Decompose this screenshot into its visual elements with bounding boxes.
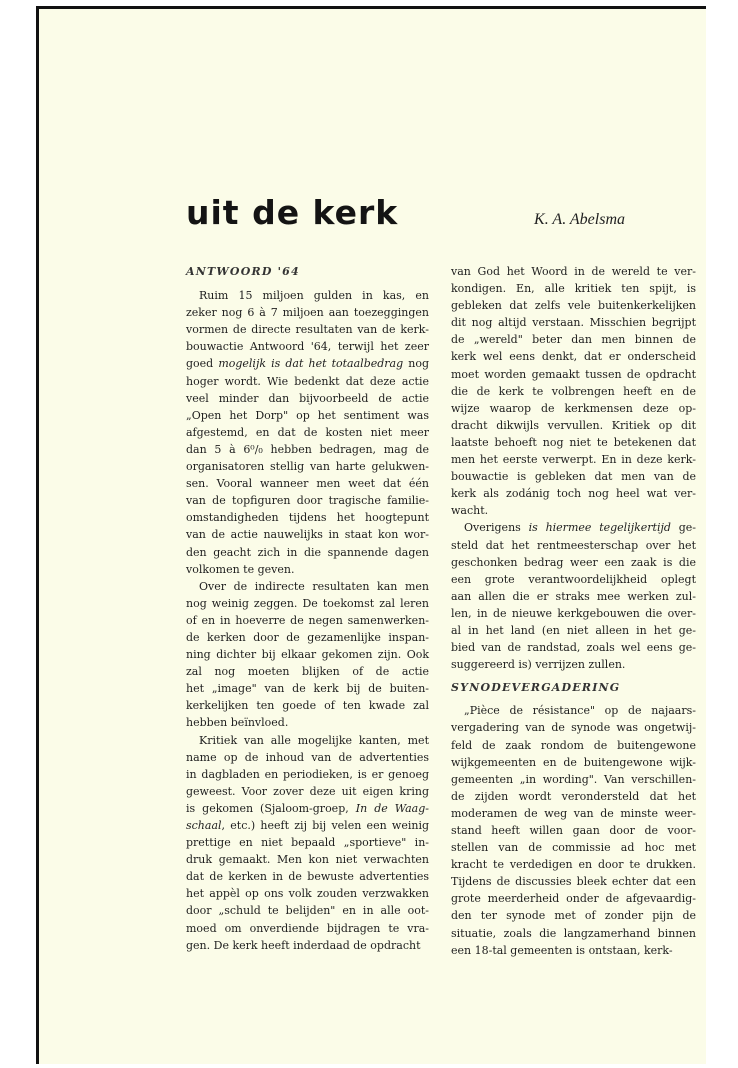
text-line: stand heeft willen gaan door de voor- — [451, 824, 696, 837]
text-line — [451, 519, 696, 536]
text-segment: Overigens — [464, 521, 529, 535]
text-line: stellen van de commissie ad hoc met — [451, 841, 696, 855]
text-line: grote meerderheid onder de afgevaardig- — [451, 892, 696, 906]
text-line: „Pièce de résistance" op de najaars- — [464, 704, 696, 718]
italic-text: is hiermee tegelijkertijd — [528, 521, 671, 535]
text-line: vormen de directe resultaten van de kerk- — [186, 323, 429, 337]
text-line: dracht dikwijls vervullen. Kritiek op dit — [451, 418, 696, 432]
text-line — [186, 817, 429, 834]
text-line: prettige en niet bepaald „sportieve" in- — [186, 836, 429, 850]
paragraph — [451, 263, 696, 519]
text-line: hebben beïnvloed. — [186, 716, 289, 730]
right-column-body-top — [451, 263, 696, 673]
text-line: bied van de randstad, zoals wel eens ge- — [451, 641, 696, 655]
text-line: volkomen te geven. — [186, 562, 295, 576]
text-line: omstandigheden tijdens het hoogtepunt — [186, 511, 429, 525]
text-line: bouwactie is gebleken dat men van de — [451, 470, 696, 484]
paragraph — [186, 287, 429, 578]
text-line: kracht te verdedigen en door te drukken. — [451, 858, 696, 872]
italic-text: In de Waag- — [355, 801, 430, 815]
text-line: veel minder dan bijvoorbeeld de actie — [186, 391, 429, 405]
right-column-body-bottom — [451, 702, 696, 958]
text-line: kerk als zodánig toch nog heel wat ver- — [451, 487, 696, 501]
text-line: „Open het Dorp" op het sentiment was — [186, 408, 429, 422]
section-heading-synodevergadering: SYNODEVERGADERING — [451, 681, 621, 695]
text-line: men het eerste verwerpt. En in deze kerk- — [451, 453, 696, 467]
paragraph — [186, 578, 429, 732]
text-line: gemeenten „in wording". Van verschillen- — [451, 772, 696, 786]
text-line: Over de indirecte resultaten kan men — [199, 579, 429, 593]
text-segment: nog — [403, 357, 429, 371]
text-line: name op de inhoud van de advertenties — [186, 750, 429, 764]
text-line: een 18-tal gemeenten is ontstaan, kerk- — [451, 943, 673, 957]
section-heading-antwoord: ANTWOORD '64 — [186, 265, 300, 278]
text-line: dat de kerken in de bewuste advertenties — [186, 870, 429, 884]
text-line: feld de zaak rondom de buitengewone — [451, 738, 696, 752]
text-line: ning dichter bij elkaar gekomen zijn. Ook — [186, 648, 429, 662]
author-name: K. A. Abelsma — [534, 211, 625, 228]
text-line: gebleken dat zelfs vele buitenkerkelijken — [451, 299, 696, 313]
text-line: hoger wordt. Wie bedenkt dat deze actie — [186, 374, 429, 388]
text-line: kerkelijken ten goede of ten kwade zal — [186, 699, 429, 713]
text-line: het appèl op ons volk zouden verzwakken — [186, 887, 429, 901]
text-line: len, in de nieuwe kerkgebouwen die over- — [451, 606, 696, 620]
text-line: den geacht zich in die spannende dagen — [186, 545, 429, 559]
text-line: den ter synode met of zonder pijn de — [451, 909, 696, 923]
text-line: de zijden wordt verondersteld dat het — [451, 789, 696, 803]
text-line: vergadering van de synode was ongetwij- — [451, 721, 696, 735]
text-segment: goed — [186, 357, 219, 371]
paragraph — [451, 519, 696, 673]
paragraph — [451, 702, 696, 958]
text-line: geschonken bedrag weer een zaak is die — [451, 555, 696, 569]
text-segment: ge- — [670, 521, 697, 535]
text-line: suggereerd is) verrijzen zullen. — [451, 658, 626, 672]
text-line: Kritiek van alle mogelijke kanten, met — [199, 733, 429, 747]
text-line: dit nog altijd verstaan. Misschien begrijpt — [451, 316, 696, 330]
text-line: die de kerk te volbrengen heeft en de — [451, 384, 696, 398]
text-line: wijze waarop de kerkmensen deze op- — [451, 401, 696, 415]
text-line — [186, 355, 429, 372]
text-line: zal nog moeten blijken of de actie — [186, 665, 429, 679]
text-line: van God het Woord in de wereld te ver- — [451, 265, 696, 278]
text-line: dan 5 à 6⁰/₀ hebben bedragen, mag de — [186, 442, 429, 456]
text-line: kerk wel eens denkt, dat er onderscheid — [451, 350, 696, 364]
text-line: door „schuld te belijden" en in alle oot- — [186, 904, 429, 918]
left-column — [186, 263, 429, 954]
text-line: de „wereld" beter dan men binnen de — [451, 333, 696, 347]
text-line: moed om onverdiende bijdragen te vra- — [186, 921, 429, 935]
paragraph — [186, 732, 429, 954]
text-line: van de actie nauwelijks in staat kon wor- — [186, 528, 429, 542]
text-line: Ruim 15 miljoen gulden in kas, en — [199, 289, 429, 303]
text-line: druk gemaakt. Men kon niet verwachten — [186, 853, 429, 867]
text-line: wacht. — [451, 504, 489, 518]
document-page — [36, 6, 706, 1064]
text-line: organisatoren stellig van harte gelukwen- — [186, 460, 429, 474]
text-line: van de topfiguren door tragische familie- — [186, 494, 429, 508]
text-line — [186, 783, 429, 800]
text-line: moderamen de weg van de minste weer- — [451, 806, 696, 820]
text-line: moet worden gemaakt tussen de opdracht — [451, 367, 696, 381]
text-segment: geweest. Voor zover deze uit eigen kring — [186, 784, 429, 798]
text-line — [186, 800, 429, 817]
right-column — [451, 263, 696, 959]
text-line: in dagbladen en periodieken, is er genoeg — [186, 767, 429, 781]
text-segment: is gekomen (Sjaloom-groep, — [186, 801, 356, 815]
text-line: zeker nog 6 à 7 miljoen aan toezeggingen — [186, 306, 429, 320]
text-line: aan allen die er straks mee werken zul- — [451, 589, 696, 603]
text-line: al in het land (en niet alleen in het ge- — [451, 623, 696, 637]
text-line: afgestemd, en dat de kosten niet meer — [186, 425, 429, 439]
text-line: een grote verantwoordelijkheid oplegt — [451, 572, 696, 586]
italic-text: schaal — [186, 819, 222, 832]
text-line: Tijdens de discussies bleek echter dat een — [451, 875, 696, 889]
text-line: sen. Vooral wanneer men weet dat één — [186, 477, 429, 491]
text-line: bouwactie Antwoord '64, terwijl het zeer — [186, 340, 429, 354]
text-line: nog weinig zeggen. De toekomst zal leren — [186, 596, 429, 610]
text-segment: , etc.) heeft zij bij velen een weinig — [221, 819, 429, 832]
text-line: laatste behoeft nog niet te betekenen dat — [451, 435, 696, 449]
text-line: steld dat het rentmeesterschap over het — [451, 538, 696, 552]
text-line: kondigen. En, alle kritiek ten spijt, is — [451, 282, 696, 296]
text-line: het „image" van de kerk bij de buiten- — [186, 682, 429, 696]
text-line: gen. De kerk heeft inderdaad de opdracht — [186, 938, 421, 952]
italic-text: mogelijk is dat het totaalbedrag — [218, 357, 404, 371]
section-title: uit de kerk — [186, 193, 399, 232]
text-line: of en in hoeverre de negen samenwerken- — [186, 613, 429, 627]
text-line: wijkgemeenten en de buitengewone wijk- — [451, 755, 696, 769]
left-column-body — [186, 287, 429, 954]
text-line: situatie, zoals die langzamerhand binnen — [451, 926, 696, 940]
text-line: de kerken door de gezamenlijke inspan- — [186, 630, 429, 644]
